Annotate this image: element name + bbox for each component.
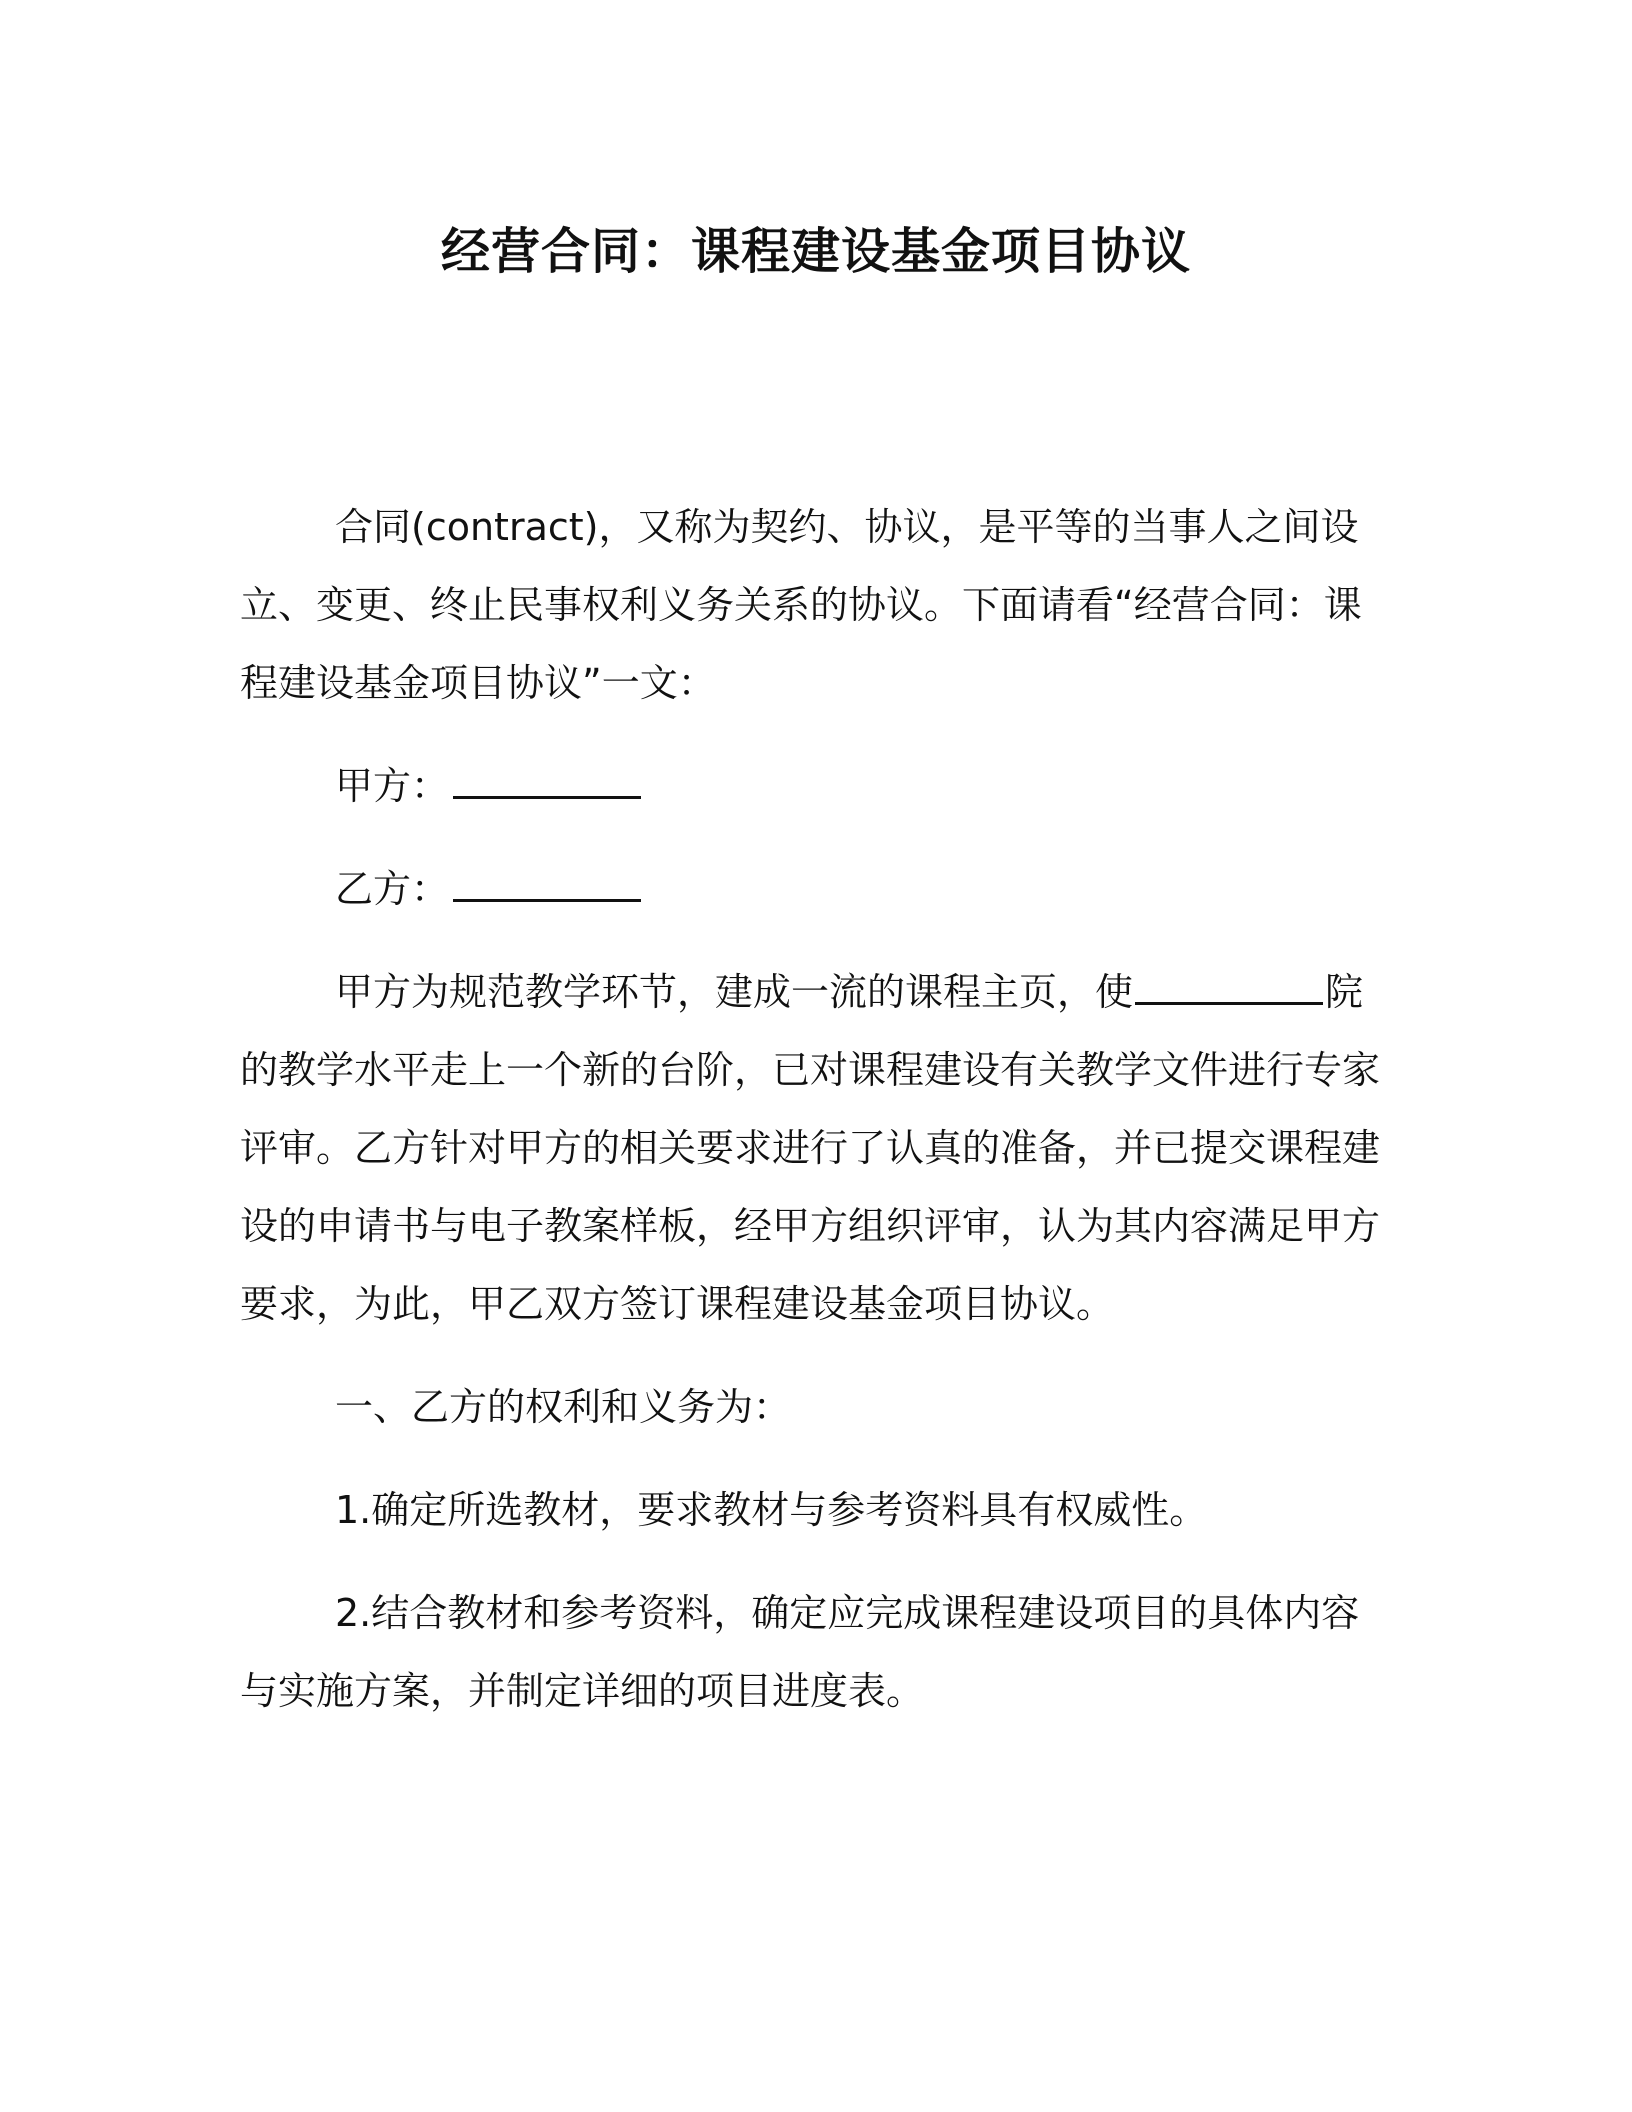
document-title: 经营合同：课程建设基金项目协议 bbox=[440, 223, 1191, 280]
party-b-line bbox=[240, 850, 1390, 928]
preamble-paragraph bbox=[240, 953, 1390, 1343]
party-b-label: 乙方： bbox=[335, 867, 450, 911]
preamble-text-end: 院的教学水平走上一个新的台阶，已对课程建设有关教学文件进行专家评审。乙方针对甲方的相关要求进行了认真的准备，并已提交课程建设的申请书与电子教案样板，经甲方组织评审，认为其内容满足甲方要求，为此，甲乙双方签订课程建设基金项目协议。 bbox=[240, 970, 1381, 1326]
party-a-label: 甲方： bbox=[335, 764, 450, 808]
section1-item-2: 2.结合教材和参考资料，确定应完成课程建设项目的具体内容与实施方案，并制定详细的项目进度表。 bbox=[240, 1591, 1360, 1713]
section1-heading: 一、乙方的权利和义务为： bbox=[335, 1385, 792, 1429]
college-name-blank bbox=[1135, 972, 1323, 1005]
party-b-blank bbox=[453, 869, 641, 902]
document-body bbox=[240, 488, 1390, 1755]
intro-paragraph: 合同(contract)，又称为契约、协议，是平等的当事人之间设立、变更、终止民事权利义务关系的协议。下面请看“经营合同：课程建设基金项目协议”一文： bbox=[240, 505, 1362, 705]
preamble-text-start: 甲方为规范教学环节，建成一流的课程主页，使 bbox=[335, 970, 1134, 1014]
party-a-line bbox=[240, 747, 1390, 825]
section1-item-1: 1.确定所选教材，要求教材与参考资料具有权威性。 bbox=[335, 1488, 1208, 1532]
party-a-blank bbox=[453, 766, 641, 799]
